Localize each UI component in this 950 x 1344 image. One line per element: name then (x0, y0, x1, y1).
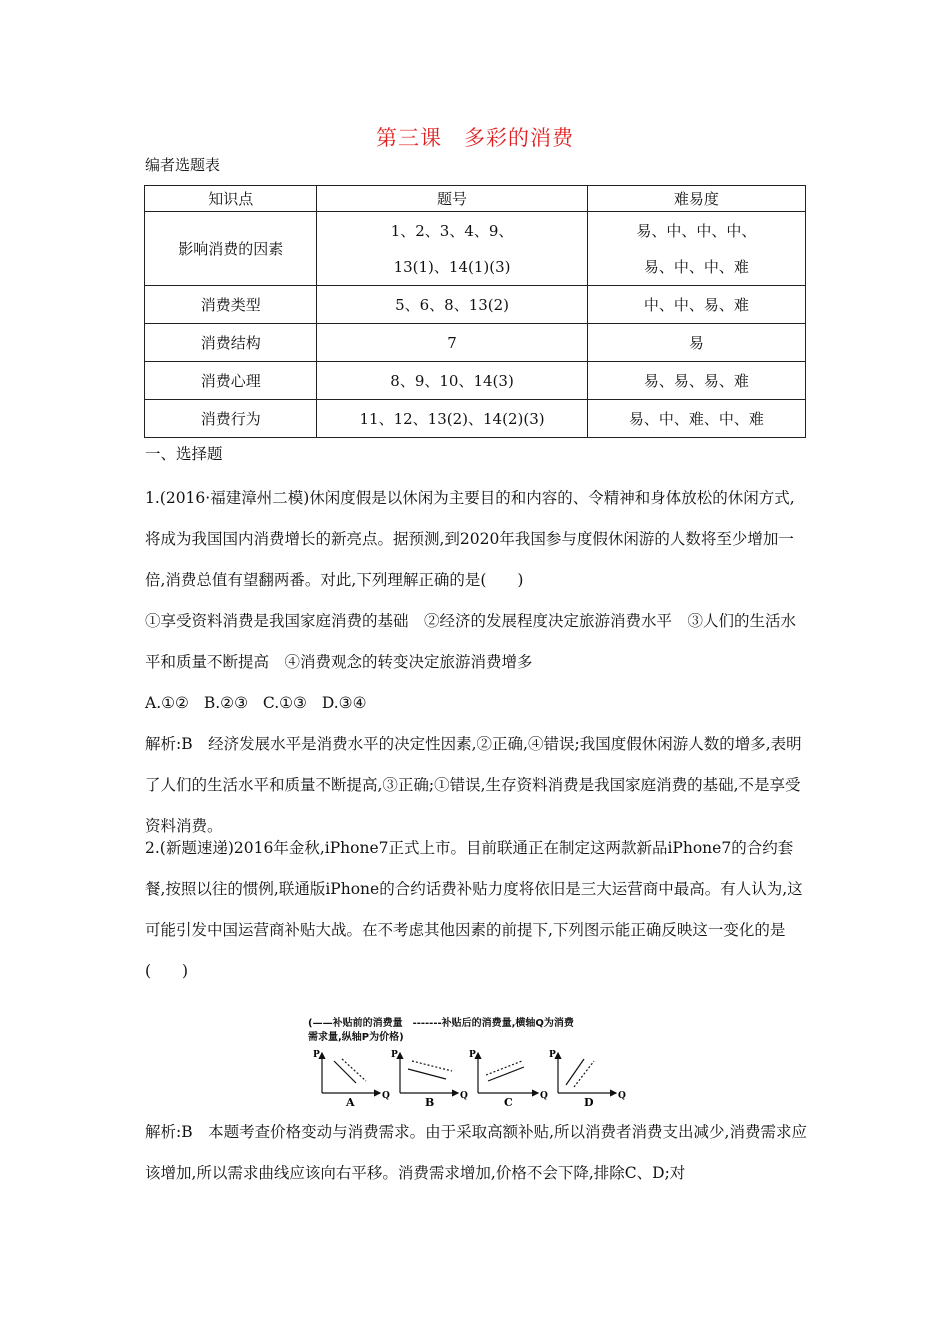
curve-before (408, 1069, 446, 1079)
cell-topic: 影响消费的因素 (145, 212, 317, 286)
header-topic: 知识点 (145, 186, 317, 212)
cell-difficulty: 易、中、难、中、难 (587, 400, 805, 438)
section-heading: 一、选择题 (145, 445, 223, 463)
question-1 (145, 478, 807, 847)
lesson-name: 多彩的消费 (464, 126, 574, 150)
curve-before (488, 1067, 524, 1081)
option-d: D.③④ (321, 694, 367, 712)
axis-p-label: P (313, 1050, 320, 1060)
demand-curve-figure (308, 1017, 643, 1107)
table-row (145, 212, 806, 286)
graph-label-a: A (346, 1096, 355, 1107)
figure-caption-line: 需求量,纵轴P为价格) (308, 1032, 404, 1043)
graph-b (391, 1050, 468, 1107)
option-c: C.①③ (262, 694, 307, 712)
cell-topic: 消费行为 (145, 400, 317, 438)
question-2-analysis-text: 解析:B 本题考查价格变动与消费需求。由于采取高额补贴,所以消费者消费支出减少,消费需求应该增加,所以需求曲线应该向右平移。消费需求增加,价格不会下降,排除C、D;对 (145, 1123, 807, 1182)
cell-numbers: 7 (317, 324, 587, 362)
axis-p-label: P (391, 1050, 398, 1060)
cell-numbers: 11、12、13(2)、14(2)(3) (317, 400, 587, 438)
question-1-options (145, 683, 807, 724)
curve-before (334, 1061, 356, 1083)
graph-d (549, 1050, 626, 1107)
graph-label-c: C (504, 1096, 513, 1107)
cell-difficulty: 易、易、易、难 (587, 362, 805, 400)
cell-numbers: 5、6、8、13(2) (317, 286, 587, 324)
cell-line: 易、中、中、中、 (636, 221, 757, 240)
curve-after (574, 1061, 594, 1087)
curve-after (412, 1061, 452, 1071)
cell-topic: 消费类型 (145, 286, 317, 324)
cell-line: 13(1)、14(1)(3) (393, 257, 511, 276)
cell-topic: 消费心理 (145, 362, 317, 400)
curve-after (342, 1059, 366, 1081)
cell-numbers: 8、9、10、14(3) (317, 362, 587, 400)
question-1-stem: 1.(2016·福建漳州二模)休闲度假是以休闲为主要目的和内容的、令精神和身体放松的休闲方式,将成为我国国内消费增长的新亮点。据预测,到2020年我国参与度假休闲游的人数将至少增加一倍,消费总值有望翻两番。对此,下列理解正确的是( ) (145, 489, 795, 589)
header-difficulty: 难易度 (587, 186, 805, 212)
table-row (145, 286, 806, 324)
table-row (145, 324, 806, 362)
question-2 (145, 828, 807, 992)
axis-p-label: P (549, 1050, 556, 1060)
page-title (0, 122, 950, 152)
cell-line: 1、2、3、4、9、 (390, 221, 514, 240)
option-b: B.②③ (203, 694, 248, 712)
table-row (145, 362, 806, 400)
graph-a (313, 1050, 390, 1107)
axis-p-label: P (469, 1050, 476, 1060)
question-1-analysis: 解析:B 经济发展水平是消费水平的决定性因素,②正确,④错误;我国度假休闲游人数的增多,表明了人们的生活水平和质量不断提高,③正确;①错误,生存资料消费是我国家庭消费的基础,不是享受资料消费。 (145, 735, 802, 835)
figure-caption (308, 1017, 643, 1045)
cell-difficulty: 易 (587, 324, 805, 362)
table-header-row (145, 186, 806, 212)
selection-table-caption: 编者选题表 (145, 156, 221, 174)
cell-difficulty: 中、中、易、难 (587, 286, 805, 324)
curve-after (486, 1061, 522, 1075)
question-1-statements: ①享受资料消费是我国家庭消费的基础 ②经济的发展程度决定旅游消费水平 ③人们的生活水平和质量不断提高 ④消费观念的转变决定旅游消费增多 (145, 612, 797, 671)
graph-label-d: D (584, 1096, 594, 1107)
cell-difficulty (587, 212, 805, 286)
figure-caption-line: (——补贴前的消费量 -------补贴后的消费量,横轴Q为消费 (308, 1018, 574, 1029)
axis-q-label: Q (382, 1091, 390, 1101)
figure-graphs (308, 1045, 643, 1107)
axis-q-label: Q (460, 1091, 468, 1101)
graph-label-b: B (425, 1096, 435, 1107)
axis-q-label: Q (618, 1091, 626, 1101)
cell-line: 易、中、中、难 (643, 257, 749, 276)
cell-numbers (317, 212, 587, 286)
question-2-stem: 2.(新题速递)2016年金秋,iPhone7正式上市。目前联通正在制定这两款新品iPhone7的合约套餐,按照以往的惯例,联通版iPhone的合约话费补贴力度将依旧是三大运营商中最高。有人认为,这可能引发中国运营商补贴大战。在不考虑其他因素的前提下,下列图示能正确反映这一变化的是( ) (145, 839, 803, 980)
curve-before (566, 1059, 584, 1085)
lesson-number: 第三课 (376, 126, 442, 150)
axis-q-label: Q (540, 1091, 548, 1101)
option-a: A.①② (145, 694, 189, 712)
question-2-analysis (145, 1112, 807, 1194)
cell-topic: 消费结构 (145, 324, 317, 362)
graph-c (469, 1050, 548, 1107)
table-row (145, 400, 806, 438)
question-selection-table (144, 185, 806, 438)
header-numbers: 题号 (317, 186, 587, 212)
